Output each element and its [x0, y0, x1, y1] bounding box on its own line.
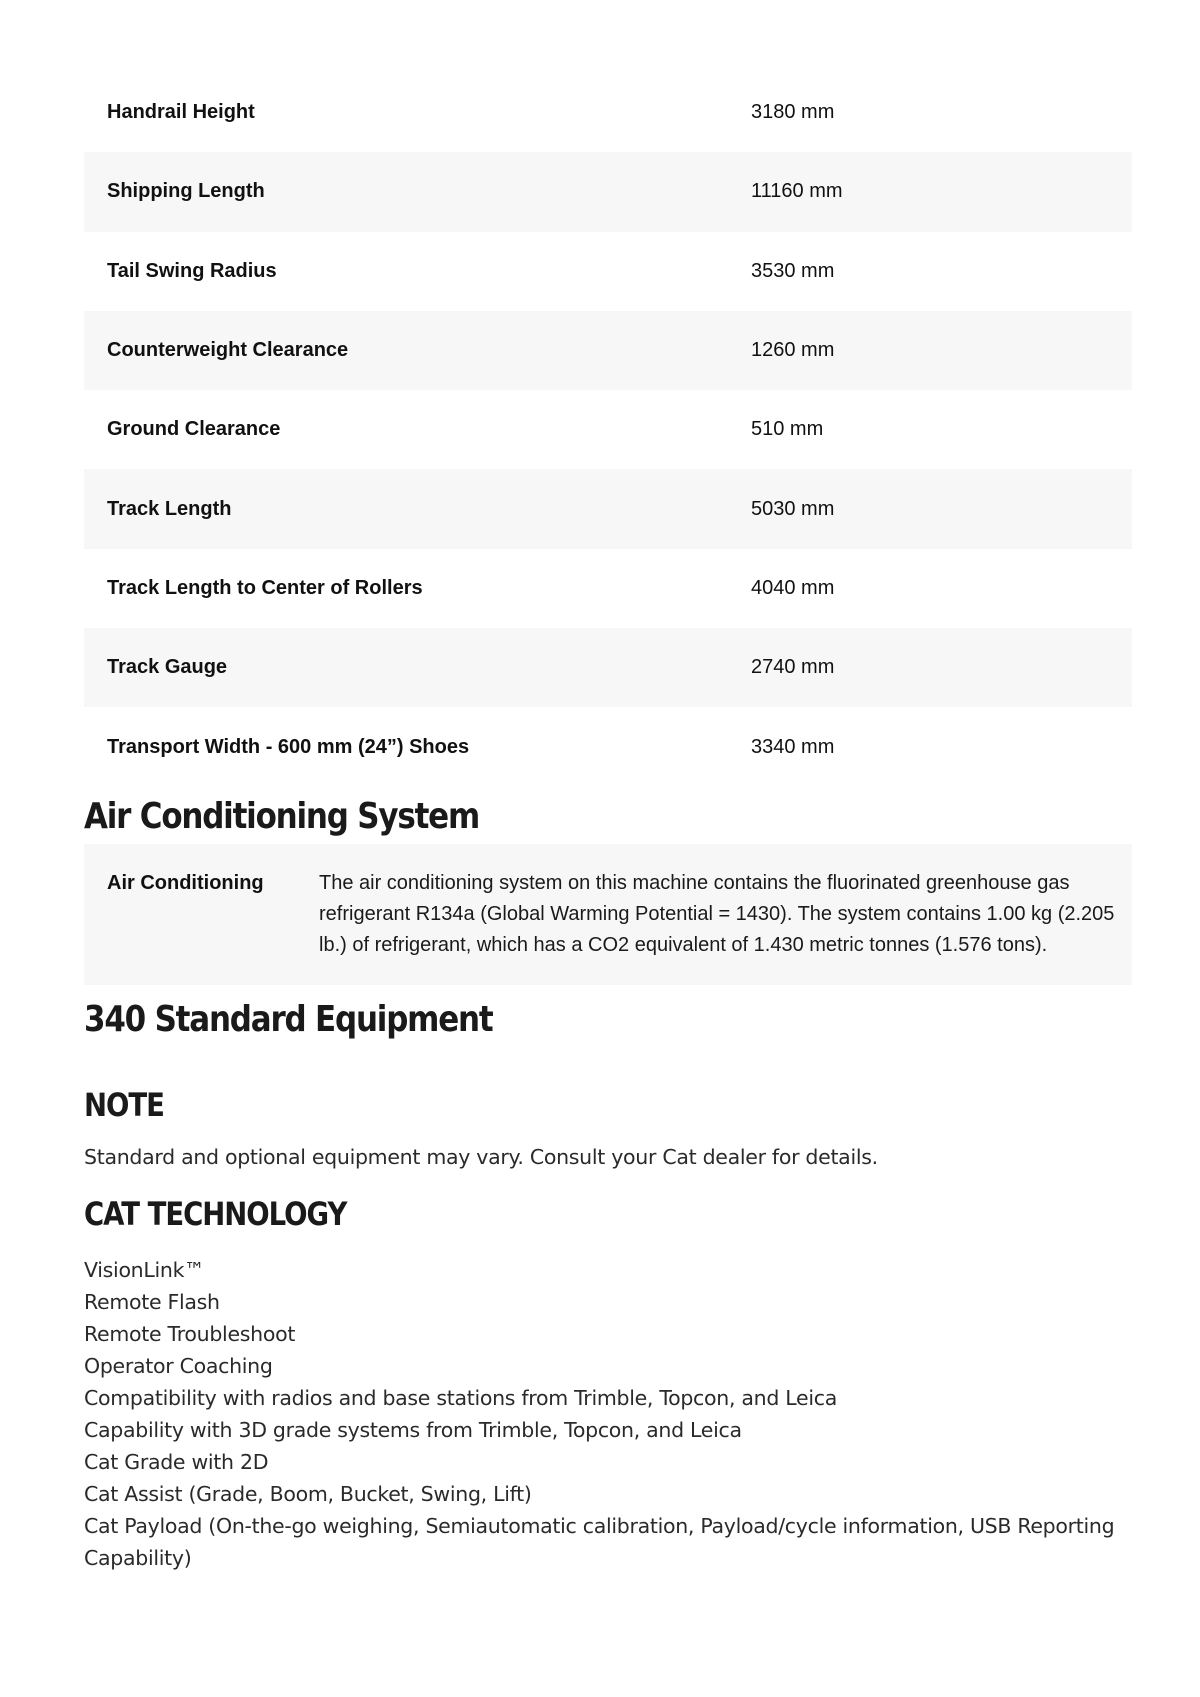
air-conditioning-description: The air conditioning system on this machine contains the fluorinated greenhouse gas refrigerant R134a (Global Warming Potential = 1430). The system contains 1.00 kg (2.205 lb.) of refrigerant, which has a CO2 equivalent of 1.430 metric tonnes (1.576 tons).: [319, 871, 1115, 956]
spec-value: 4040 mm: [751, 576, 835, 599]
table-row: [84, 628, 1132, 707]
spec-value: 3340 mm: [751, 735, 835, 758]
list-item: Compatibility with radios and base stations from Trimble, Topcon, and Leica: [84, 1385, 837, 1410]
spec-value: 2740 mm: [751, 656, 835, 679]
table-row: [84, 707, 1132, 786]
spec-value: 5030 mm: [751, 497, 835, 520]
note-heading: NOTE: [84, 1085, 164, 1124]
spec-value: 11160 mm: [751, 180, 843, 203]
spec-value: 510 mm: [751, 418, 824, 441]
table-row: [84, 152, 1132, 231]
air-conditioning-heading: Air Conditioning System: [84, 795, 480, 837]
table-row: [84, 390, 1132, 469]
dimensions-table: [84, 73, 1132, 787]
spec-value: 3530 mm: [751, 259, 835, 282]
table-row: [84, 469, 1132, 548]
spec-label: Tail Swing Radius: [107, 259, 277, 282]
cat-technology-heading: CAT TECHNOLOGY: [84, 1194, 347, 1233]
list-item: Cat Grade with 2D: [84, 1449, 269, 1474]
table-row: [84, 73, 1132, 152]
list-item: Remote Troubleshoot: [84, 1321, 296, 1346]
list-item: Remote Flash: [84, 1289, 220, 1314]
cat-technology-list: [84, 1254, 1132, 1574]
table-row: [84, 232, 1132, 311]
list-item: Cat Assist (Grade, Boom, Bucket, Swing, Lift): [84, 1481, 532, 1506]
spec-value: 3180 mm: [751, 101, 835, 124]
spec-label: Transport Width - 600 mm (24”) Shoes: [107, 735, 470, 758]
list-item: Operator Coaching: [84, 1353, 273, 1378]
spec-label: Shipping Length: [107, 180, 265, 203]
spec-label: Track Length: [107, 497, 232, 520]
document-page: [84, 73, 1132, 1574]
standard-equipment-heading: 340 Standard Equipment: [84, 998, 493, 1040]
spec-label: Ground Clearance: [107, 418, 281, 441]
air-conditioning-label: Air Conditioning: [107, 871, 264, 894]
spec-label: Track Length to Center of Rollers: [107, 576, 423, 599]
air-conditioning-table: [84, 844, 1132, 985]
spec-label: Counterweight Clearance: [107, 339, 349, 362]
table-row: [84, 549, 1132, 628]
spec-label: Handrail Height: [107, 101, 255, 124]
note-text: Standard and optional equipment may vary. Consult your Cat dealer for details.: [84, 1144, 878, 1169]
list-item: Cat Payload (On-the-go weighing, Semiautomatic calibration, Payload/cycle information, USB Reporting Capability): [84, 1513, 1115, 1570]
spec-label: Track Gauge: [107, 656, 228, 679]
spec-value: 1260 mm: [751, 339, 835, 362]
list-item: VisionLink™: [84, 1257, 205, 1282]
table-row: [84, 311, 1132, 390]
list-item: Capability with 3D grade systems from Trimble, Topcon, and Leica: [84, 1417, 742, 1442]
